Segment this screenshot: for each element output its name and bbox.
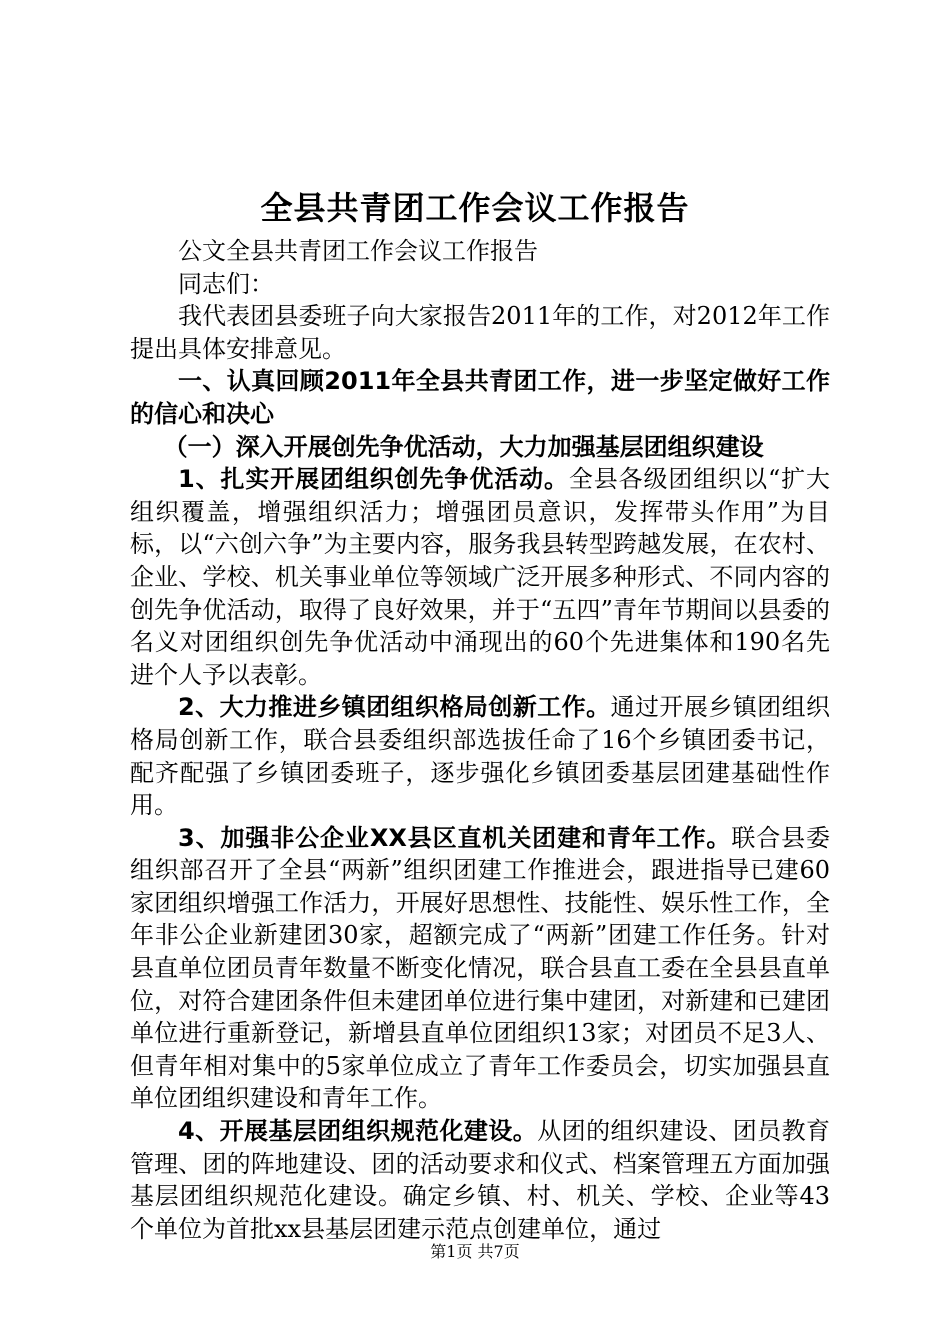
paragraph-text: 同志们：	[178, 269, 274, 298]
intro-line	[130, 235, 830, 268]
section-heading	[130, 365, 830, 430]
document-body	[130, 235, 830, 1245]
paragraph-text: 公文全县共青团工作会议工作报告	[178, 237, 538, 265]
opening-paragraph	[130, 300, 830, 365]
paragraph-text: 全县各级团组织以“扩大组织覆盖，增强组织活力；增强团员意识，发挥带头作用”为目标，以“六创六争”为主要内容，服务我县转型跨越发展，在农村、企业、学校、机关事业单位等领域广泛开展多种形式、不同内容的创先争优活动，取得了良好效果，并于“五四”青年节期间以县委的名义对团组织创先争优活动中涌现出的60个先进集体和190名先进个人予以表彰。	[130, 465, 830, 689]
paragraph-lead: 4、开展基层团组织规范化建设。	[178, 1117, 538, 1146]
paragraph-lead: 1、扎实开展团组织创先争优活动。	[178, 465, 569, 494]
page-footer: 第1页 共7页	[430, 1242, 520, 1261]
paragraph-text: 我代表团县委班子向大家报告2011年的工作，对2012年工作提出具体安排意见。	[130, 302, 830, 363]
subsection-heading	[130, 431, 830, 464]
paragraph-text: 联合县委组织部召开了全县“两新”组织团建工作推进会，跟进指导已建60家团组织增强工作活力，开展好思想性、技能性、娱乐性工作，全年非公企业新建团30家，超额完成了“两新”团建工作任务。针对县直单位团员青年数量不断变化情况，联合县直工委在全县县直单位，对符合建团条件但未建团单位进行集中建团，对新建和已建团单位进行重新登记，新增县直单位团组织13家；对团员不足3人、但青年相对集中的5家单位成立了青年工作委员会，切实加强县直单位团组织建设和青年工作。	[130, 823, 831, 1113]
paragraph-text: 通过开展乡镇团组织格局创新工作，联合县委组织部选拔任命了16个乡镇团委书记，配齐配强了乡镇团委班子，逐步强化乡镇团委基层团建基础性作用。	[130, 693, 831, 820]
paragraph-lead: 2、大力推进乡镇团组织格局创新工作。	[178, 693, 611, 722]
body-paragraph-1	[130, 463, 830, 691]
body-paragraph-2	[130, 691, 830, 821]
document-title: 全县共青团工作会议工作报告	[260, 189, 690, 227]
heading-text: 一、认真回顾2011年全县共青团工作，进一步坚定做好工作的信心和决心	[130, 367, 830, 428]
heading-text: （一）深入开展创先争优活动，大力加强基层团组织建设	[163, 432, 764, 461]
paragraph-lead: 3、加强非公企业XX县区直机关团建和青年工作。	[178, 823, 732, 852]
body-paragraph-4	[130, 1115, 830, 1245]
body-paragraph-3	[130, 822, 830, 1115]
salutation	[130, 268, 830, 301]
paragraph-text: 从团的组织建设、团员教育管理、团的阵地建设、团的活动要求和仪式、档案管理五方面加强基层团组织规范化建设。确定乡镇、村、机关、学校、企业等43个单位为首批xx县基层团建示范点创建单位，通过	[130, 1117, 830, 1243]
